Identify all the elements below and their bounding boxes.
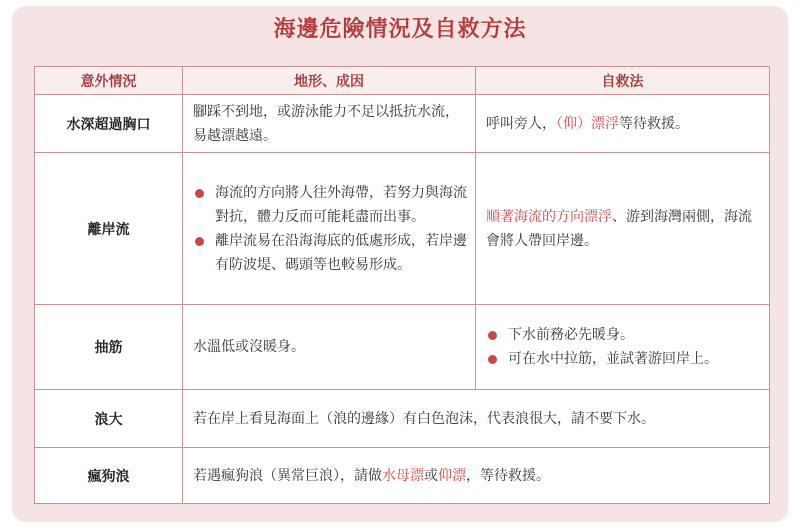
cause-cell: 水溫低或沒暖身。 [183,305,476,390]
page-title: 海邊危險情況及自救方法 [273,17,527,42]
remedy-text: 等待救援。 [619,115,689,132]
remedy-cell [476,153,770,305]
header-remedy: 自救法 [476,67,770,95]
merged-text: ，等待救援。 [466,467,550,484]
bullet-item: 可在水中拉筋，並試著游回岸上。 [486,347,761,371]
bullet-item: 離岸流易在沿海海底的低處形成，若岸邊有防波堤、碼頭等也較易形成。 [193,229,467,277]
remedy-text: 、游到海灣兩側，海流會將人帶回岸邊。 [486,208,752,249]
safety-table [34,66,770,504]
situation-cell: 瘋狗浪 [35,448,183,504]
header-situation: 意外情況 [35,67,183,95]
table-row [35,95,770,153]
cause-cell [183,153,476,305]
cause-bullet-list [193,181,467,277]
table-row [35,153,770,305]
bullet-item: 海流的方向將人往外海帶，若努力與海流對抗，體力反而可能耗盡而出事。 [193,181,467,229]
remedy-highlight: （仰）漂浮 [556,115,619,132]
table-row [35,390,770,448]
merged-text: 若遇瘋狗浪（異常巨浪），請做 [193,467,382,484]
table-row [35,448,770,504]
header-cause: 地形、成因 [183,67,476,95]
merged-highlight: 水母漂 [382,467,424,484]
merged-cell [183,448,770,504]
situation-cell: 抽筋 [35,305,183,390]
remedy-cell [476,95,770,153]
merged-text: 或 [424,467,438,484]
remedy-highlight: 順著海流的方向漂浮 [486,208,612,225]
remedy-bullet-list [486,323,761,371]
bullet-item: 下水前務必先暖身。 [486,323,761,347]
table-row [35,305,770,390]
remedy-text: 呼叫旁人， [486,115,556,132]
cause-cell: 腳踩不到地，或游泳能力不足以抵抗水流，易越漂越遠。 [183,95,476,153]
situation-cell: 浪大 [35,390,183,448]
situation-cell: 離岸流 [35,153,183,305]
header-row [35,67,770,95]
merged-highlight: 仰漂 [438,467,466,484]
merged-cell: 若在岸上看見海面上（浪的邊緣）有白色泡沫，代表浪很大，請不要下水。 [183,390,770,448]
remedy-cell [476,305,770,390]
situation-cell: 水深超過胸口 [35,95,183,153]
